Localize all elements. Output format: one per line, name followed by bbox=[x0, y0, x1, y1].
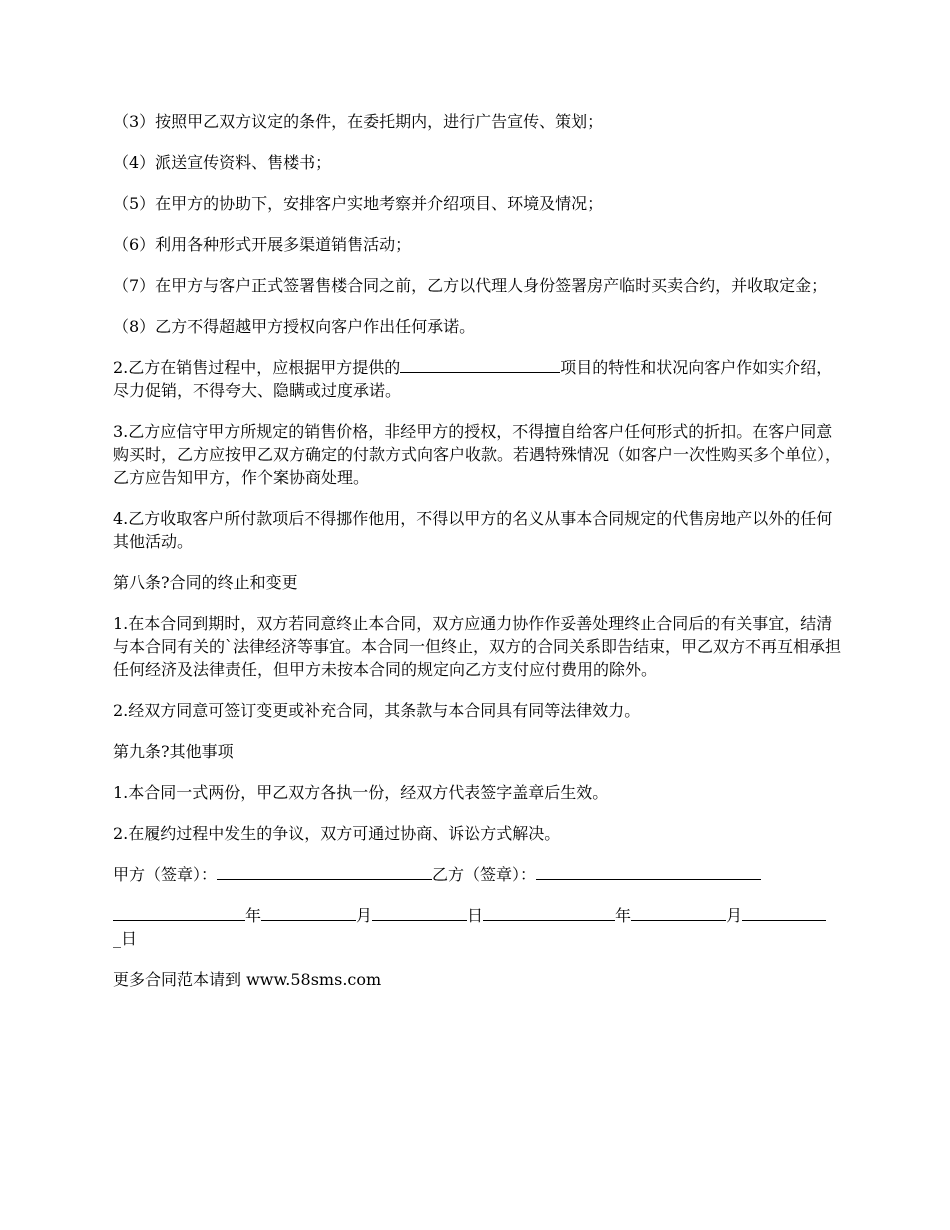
party-a-month-label: 月 bbox=[356, 906, 373, 925]
signature-row bbox=[113, 863, 843, 886]
party-a-sign-blank[interactable] bbox=[217, 863, 432, 880]
item-4: （4）派送宣传资料、售楼书； bbox=[113, 153, 332, 172]
article-8-title: 第八条?合同的终止和变更 bbox=[113, 573, 298, 592]
contract-page bbox=[113, 110, 843, 1009]
article-8-clause-1: 1.在本合同到期时，双方若同意终止本合同，双方应通力协作作妥善处理终止合同后的有关事宜，结清与本合同有关的`法律经济等事宜。本合同一但终止，双方的合同关系即告结束，甲乙双方不再互相承担任何经济及法律责任，但甲方未按本合同的规定向乙方支付应付费用的除外。 bbox=[113, 614, 842, 679]
footer-link[interactable]: 更多合同范本请到 www.58sms.com bbox=[113, 970, 382, 989]
date-row bbox=[113, 904, 843, 950]
party-a-year-blank[interactable] bbox=[113, 904, 245, 921]
party-a-day-blank[interactable] bbox=[372, 904, 467, 921]
item-3: （3）按照甲乙双方议定的条件，在委托期内，进行广告宣传、策划； bbox=[113, 112, 604, 131]
party-b-year-blank[interactable] bbox=[483, 904, 615, 921]
clause-4: 4.乙方收取客户所付款项后不得挪作他用，不得以甲方的名义从事本合同规定的代售房地产以外的任何其他活动。 bbox=[113, 509, 833, 551]
party-b-day-blank[interactable] bbox=[742, 904, 826, 921]
clause-2-prefix: 2.乙方在销售过程中，应根据甲方提供的 bbox=[113, 358, 401, 377]
clause-2-suffix: 项目的特性和状况向客户作如实介绍，尽力促销，不得夸大、隐瞒或过度承诺。 bbox=[113, 358, 833, 400]
party-b-sign-label: 乙方（签章）： bbox=[432, 865, 537, 884]
article-8-clause-2: 2.经双方同意可签订变更或补充合同，其条款与本合同具有同等法律效力。 bbox=[113, 701, 641, 720]
item-8: （8）乙方不得超越甲方授权向客户作出任何承诺。 bbox=[113, 317, 476, 336]
party-b-day-label: _日 bbox=[113, 929, 138, 948]
article-9-title: 第九条?其他事项 bbox=[113, 742, 234, 761]
party-a-sign-label: 甲方（签章）： bbox=[113, 865, 218, 884]
party-a-day-label: 日 bbox=[467, 906, 484, 925]
project-name-blank[interactable] bbox=[400, 356, 560, 373]
article-9-clause-1: 1.本合同一式两份，甲乙双方各执一份，经双方代表签字盖章后生效。 bbox=[113, 783, 609, 802]
article-9-clause-2: 2.在履约过程中发生的争议，双方可通过协商、诉讼方式解决。 bbox=[113, 824, 561, 843]
item-6: （6）利用各种形式开展多渠道销售活动； bbox=[113, 235, 412, 254]
clause-3: 3.乙方应信守甲方所规定的销售价格，非经甲方的授权，不得擅自给客户任何形式的折扣。在客户同意购买时，乙方应按甲乙双方确定的付款方式向客户收款。若遇特殊情况（如客户一次性购买多个单位），乙方应告知甲方，作个案协商处理。 bbox=[113, 422, 842, 487]
party-b-month-blank[interactable] bbox=[631, 904, 726, 921]
party-b-sign-blank[interactable] bbox=[536, 863, 761, 880]
item-7: （7）在甲方与客户正式签署售楼合同之前，乙方以代理人身份签署房产临时买卖合约，并收取定金； bbox=[113, 276, 828, 295]
party-b-month-label: 月 bbox=[726, 906, 743, 925]
clause-2 bbox=[113, 356, 843, 402]
party-b-year-label: 年 bbox=[615, 906, 632, 925]
item-5: （5）在甲方的协助下，安排客户实地考察并介绍项目、环境及情况； bbox=[113, 194, 604, 213]
party-a-year-label: 年 bbox=[245, 906, 262, 925]
party-a-month-blank[interactable] bbox=[261, 904, 356, 921]
